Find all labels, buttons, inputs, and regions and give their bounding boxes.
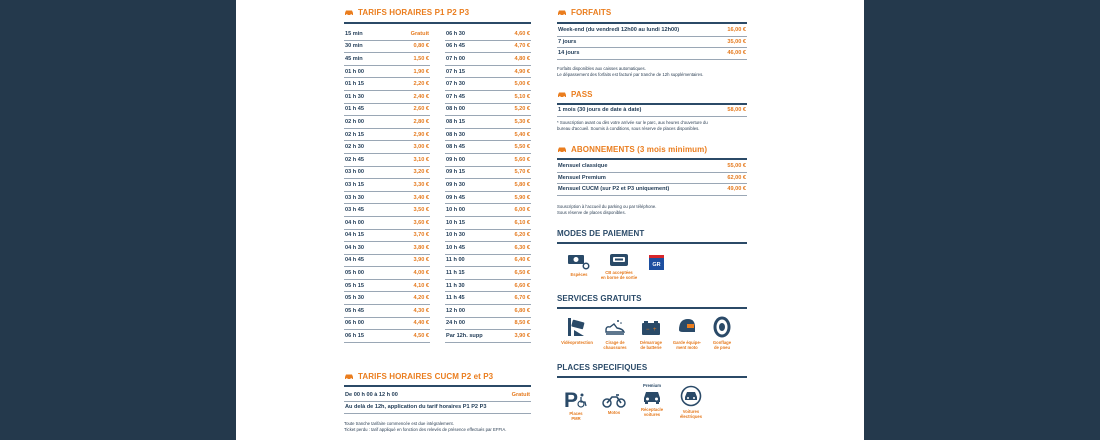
hourly-row [344,318,430,331]
hourly-row [445,141,531,154]
forfaits-section-title [557,8,611,17]
hourly-row-value: 5,30 € [514,118,530,125]
hourly-row-label: 02 h 15 [345,131,364,138]
places-title-rule [557,376,747,378]
hourly-row-label: 06 h 30 [446,30,465,37]
card-icon [608,252,630,268]
forfait-row-label: 14 jours [558,50,580,57]
hourly-row [445,129,531,142]
hourly-row-value: 6,50 € [514,270,530,277]
hourly-row [445,204,531,217]
abonnement-row [557,161,747,173]
hourly-row [344,330,430,343]
premium-label: Premium [643,383,661,388]
service-video [557,316,597,345]
pass-section-title [557,90,593,99]
hourly-row-label: 01 h 30 [345,93,364,100]
hourly-row [445,66,531,79]
abonnement-row-label: Mensuel Premium [558,174,606,181]
car-icon [344,9,354,16]
car-icon [557,146,567,153]
hourly-row [344,242,430,255]
hourly-row-value: 5,50 € [514,144,530,151]
place-moto [599,392,629,415]
hourly-row-value: 5,00 € [514,81,530,88]
service-caption: Gonflage de pneu [712,340,732,350]
helmet-icon [676,316,698,338]
payment-total-gr [646,255,666,270]
forfaits-title-text: FORFAITS [571,8,612,17]
payment-caption: Espèces [570,272,588,277]
hourly-row [445,318,531,331]
hourly-row-label: 05 h 30 [345,295,364,302]
hourly-row-value: 3,60 € [413,219,429,226]
hourly-row-label: 08 h 30 [446,131,465,138]
hourly-row [445,104,531,117]
hourly-row-label: 08 h 00 [446,106,465,113]
hourly-row [344,116,430,129]
place-caption: Places PMR [569,411,583,421]
abonnement-row-value: 49,00 € [727,186,746,193]
svg-text:+: + [653,327,657,333]
hourly-row [445,41,531,54]
hourly-row-label: 45 min [345,55,363,62]
hourly-row [344,267,430,280]
hourly-row-label: 04 h 00 [345,219,364,226]
hourly-row-value: 3,40 € [413,194,429,201]
hourly-row [344,230,430,243]
hourly-row-label: 02 h 00 [345,118,364,125]
hourly-row [344,255,430,268]
hourly-row-value: 6,40 € [514,257,530,264]
hourly-row-label: 07 h 45 [446,93,465,100]
forfait-row-value: 16,00 € [727,27,746,34]
hourly-row-value: 3,90 € [413,257,429,264]
hourly-title-text: TARIFS HORAIRES P1 P2 P3 [358,8,470,17]
hourly-row [445,192,531,205]
cucm-row-label: De 00 h 00 à 12 h 00 [345,391,398,398]
electric-car-icon [680,385,702,407]
hourly-row-value: 6,80 € [514,307,530,314]
services-section-title [557,294,642,303]
cucm-note: Toute tranche tarifaire commencée est due intégralement. [344,421,454,426]
total-gr-logo [649,255,664,270]
hourly-row-label: 11 h 30 [446,282,465,289]
hourly-row-label: 10 h 45 [446,244,465,251]
hourly-row-label: 04 h 15 [345,232,364,239]
hourly-row-value: 4,40 € [413,320,429,327]
hourly-row-label: 06 h 45 [446,43,465,50]
svg-text:GR: GR [651,262,661,268]
forfait-row-value: 46,00 € [727,50,746,57]
hourly-row-value: 5,20 € [514,106,530,113]
forfaits-title-rule [557,22,747,24]
abonnement-row-label: Mensuel classique [558,163,608,170]
hourly-row-value: 6,70 € [514,295,530,302]
hourly-row [445,28,531,41]
hourly-row [445,217,531,230]
hourly-row [344,78,430,91]
hourly-row-label: 03 h 15 [345,181,364,188]
hourly-row-label: 10 h 30 [446,232,465,239]
hourly-row-label: 07 h 15 [446,68,465,75]
cucm-table [344,389,531,414]
forfaits-note: Le dépassement des forfaits est facturé par tranche de 12h supplémentaires. [557,72,704,77]
payment-cash [563,252,595,277]
hourly-row-value: 3,20 € [413,169,429,176]
hourly-table-right [445,28,531,343]
hourly-row [344,66,430,79]
hourly-row-value: 3,00 € [413,144,429,151]
hourly-row [445,305,531,318]
hourly-row [344,28,430,41]
hourly-row-value: 2,40 € [413,93,429,100]
hourly-row-value: 4,10 € [413,282,429,289]
paiement-section-title [557,229,644,238]
hourly-row-value: 5,10 € [514,93,530,100]
place-caption: Voitures électriques [679,409,703,419]
places-title-text: PLACES SPECIFIQUES [557,363,648,372]
payment-card [599,252,639,280]
services-title-rule [557,307,747,309]
service-tire [706,316,738,350]
hourly-row-label: 05 h 00 [345,270,364,277]
forfait-row [557,48,747,60]
hourly-row-label: 06 h 00 [345,320,364,327]
cucm-row [344,389,531,402]
hourly-row-label: 11 h 45 [446,295,465,302]
hourly-row [445,167,531,180]
hourly-row-value: 4,20 € [413,295,429,302]
place-electric [673,385,709,419]
hourly-row-value: 3,50 € [413,207,429,214]
hourly-row-label: 03 h 00 [345,169,364,176]
hourly-row [344,104,430,117]
hourly-row [445,91,531,104]
hourly-row-value: 4,80 € [514,55,530,62]
place-caption: Réceptacle voitures [640,407,664,417]
forfait-row [557,25,747,37]
abonnement-row [557,173,747,185]
hourly-row-label: 08 h 45 [446,144,465,151]
hourly-row-label: 09 h 15 [446,169,465,176]
hourly-row-value: 6,30 € [514,244,530,251]
pass-notes [557,120,757,132]
tire-icon [711,316,733,338]
pass-table [557,105,747,117]
hourly-row-label: 24 h 00 [446,320,465,327]
pass-note: bureau d'accueil. Soumis à conditions, sous réserve de places disponibles. [557,126,700,131]
hourly-row-value: 1,50 € [413,55,429,62]
abonnements-title-rule [557,158,747,160]
place-premium [634,383,670,417]
hourly-row [344,41,430,54]
hourly-row-label: 30 min [345,43,363,50]
hourly-row [445,179,531,192]
hourly-row [344,141,430,154]
abonnements-table [557,161,747,196]
hourly-row [344,167,430,180]
cucm-row-value: Gratuit [511,391,530,398]
forfaits-table [557,25,747,60]
forfait-row-value: 35,00 € [727,38,746,45]
reserved-car-icon [641,389,663,405]
hourly-row-value: 0,80 € [413,43,429,50]
hourly-row-label: 12 h 00 [446,307,465,314]
hourly-row [344,305,430,318]
hourly-table-left [344,28,430,343]
hourly-row-label: 11 h 00 [446,257,465,264]
hourly-row-label: 09 h 00 [446,156,465,163]
hourly-row [445,154,531,167]
hourly-row [344,53,430,66]
car-icon [557,9,567,16]
hourly-row-value: 3,90 € [514,333,530,340]
hourly-row-value: 3,80 € [413,244,429,251]
hourly-row-value: 2,90 € [413,131,429,138]
hourly-row-value: 5,60 € [514,156,530,163]
hourly-row [344,217,430,230]
hourly-row-value: 4,50 € [413,333,429,340]
service-shoe [597,318,633,350]
pass-note: * Souscription avant ou dès votre arrivée sur le parc, aux heures d'ouverture du [557,120,708,125]
hourly-row-label: 04 h 30 [345,244,364,251]
cucm-section-title [344,372,493,381]
hourly-row [445,267,531,280]
hourly-row [445,255,531,268]
svg-text:−: − [646,327,650,333]
hourly-row [344,179,430,192]
hourly-row [445,330,531,343]
hourly-row-label: 01 h 45 [345,106,364,113]
paiement-title-text: MODES DE PAIEMENT [557,229,645,238]
hourly-row-label: 07 h 00 [446,55,465,62]
hourly-row [344,280,430,293]
hourly-row-value: 1,90 € [413,68,429,75]
pass-row-value: 58,00 € [727,107,746,114]
abonnements-notes [557,204,757,216]
hourly-row-value: 4,90 € [514,68,530,75]
hourly-row-value: 3,70 € [413,232,429,239]
forfait-row-label: Week-end (du vendredi 12h00 au lundi 12h00) [558,27,680,34]
hourly-row-value: 3,10 € [413,156,429,163]
hourly-row-value: 4,30 € [413,307,429,314]
service-caption: Cirage de chaussures [603,340,627,350]
cucm-title-text: TARIFS HORAIRES CUCM P2 et P3 [358,372,494,381]
hourly-row [445,280,531,293]
hourly-row-label: 05 h 15 [345,282,364,289]
hourly-section-title [344,8,469,17]
hourly-row-value: 5,70 € [514,169,530,176]
forfait-row-label: 7 jours [558,38,577,45]
hourly-row-label: 10 h 00 [446,207,465,214]
hourly-row-label: 03 h 45 [345,207,364,214]
hourly-row-value: 6,60 € [514,282,530,289]
hourly-row-label: 02 h 30 [345,144,364,151]
hourly-row [445,78,531,91]
pmr-parking-icon [563,387,589,409]
hourly-row-label: 03 h 30 [345,194,364,201]
hourly-row [445,116,531,129]
hourly-row-label: 06 h 15 [345,333,364,340]
car-icon [344,373,354,380]
hourly-row-value: 8,50 € [514,320,530,327]
camera-icon [566,316,588,338]
abonnements-note: Souscription à l'accueil du parking ou par téléphone. [557,204,657,209]
hourly-row [445,242,531,255]
hourly-row-value: 4,00 € [413,270,429,277]
hourly-row [344,192,430,205]
hourly-row [445,292,531,305]
hourly-title-rule [344,22,531,24]
hourly-row-label: 04 h 45 [345,257,364,264]
cucm-row-label: Au delà de 12h, application du tarif horaires P1 P2 P3 [345,404,487,411]
hourly-row [344,292,430,305]
hourly-row-label: 10 h 15 [446,219,465,226]
hourly-row-value: 6,20 € [514,232,530,239]
hourly-row-value: 6,00 € [514,207,530,214]
hourly-row-label: 09 h 45 [446,194,465,201]
abonnements-note: Sous réserve de places disponibles. [557,210,626,215]
cucm-title-rule [344,385,531,387]
cucm-notes [344,421,544,433]
pass-title-text: PASS [571,90,593,99]
place-caption: Motos [607,410,621,415]
cucm-row [344,402,531,415]
hourly-row-value: 4,70 € [514,43,530,50]
svg-text:P: P [564,389,579,409]
forfaits-notes [557,66,757,78]
hourly-row [344,91,430,104]
abonnement-row-label: Mensuel CUCM (sur P2 et P3 uniquement) [558,186,670,193]
hourly-row-label: 15 min [345,30,363,37]
forfait-row [557,37,747,49]
hourly-row-value: 5,90 € [514,194,530,201]
cucm-note: Ticket perdu : tarif appliqué en fonction des relevés de présence effectués par EFFIA. [344,427,507,432]
hourly-row-label: 05 h 45 [345,307,364,314]
abonnements-title-text: ABONNEMENTS (3 mois minimum) [571,145,708,154]
abonnement-row-value: 55,00 € [727,163,746,170]
hourly-row-value: 2,60 € [413,106,429,113]
service-caption: Garde équipe- ment moto [672,340,702,350]
places-section-title [557,363,647,372]
motorbike-icon [602,392,626,408]
hourly-row-value: 4,60 € [514,30,530,37]
hourly-row-label: 02 h 45 [345,156,364,163]
abonnements-section-title [557,145,707,154]
abonnement-row-value: 62,00 € [727,174,746,181]
service-helmet [669,316,705,350]
hourly-row-value: 5,40 € [514,131,530,138]
payment-caption: CB acceptées en borne de sortie [600,270,638,280]
hourly-row-label: 08 h 15 [446,118,465,125]
hourly-row [445,53,531,66]
hourly-row-label: 11 h 15 [446,270,465,277]
place-pmr [560,387,592,421]
cash-icon [567,252,591,270]
hourly-row-label: 07 h 30 [446,81,465,88]
hourly-row-label: Par 12h. supp [446,333,483,340]
hourly-row-value: 5,80 € [514,181,530,188]
hourly-row-value: 3,30 € [413,181,429,188]
service-battery [634,318,668,350]
abonnement-row [557,184,747,196]
hourly-row-value: 2,20 € [413,81,429,88]
service-caption: Vidéoprotection [561,340,593,345]
tariff-sheet [236,0,864,440]
hourly-row-label: 09 h 30 [446,181,465,188]
service-caption: Démarrage de batterie [640,340,662,350]
hourly-row-value: 6,10 € [514,219,530,226]
battery-icon [640,318,662,338]
hourly-row [445,230,531,243]
forfaits-note: Forfaits disponibles aux caisses automatiques. [557,66,646,71]
hourly-row [344,204,430,217]
hourly-row-label: 01 h 00 [345,68,364,75]
services-title-text: SERVICES GRATUITS [557,294,642,303]
hourly-row-value: Gratuit [410,30,429,37]
paiement-title-rule [557,242,747,244]
hourly-row-label: 01 h 15 [345,81,364,88]
hourly-row [344,154,430,167]
pass-row [557,105,747,117]
car-icon [557,91,567,98]
pass-row-label: 1 mois (30 jours de date à date) [558,107,642,114]
hourly-row [344,129,430,142]
hourly-row-value: 2,80 € [413,118,429,125]
shoe-icon [603,318,627,338]
